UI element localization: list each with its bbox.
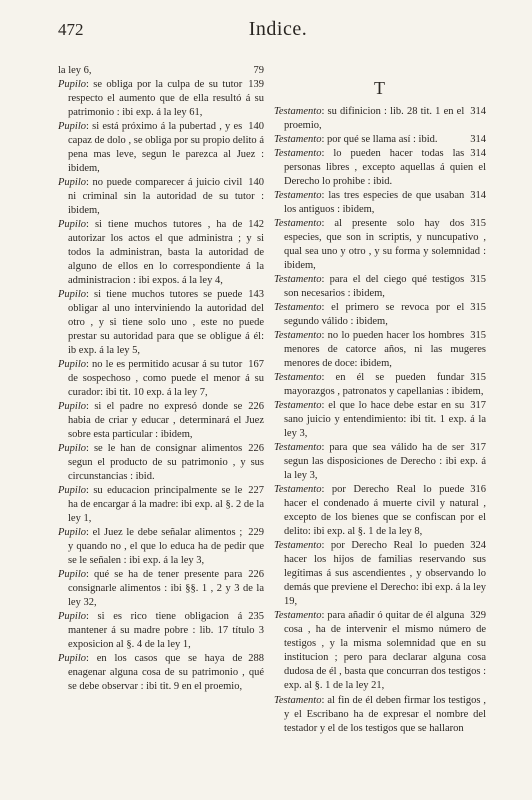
entry-page-number: 315 xyxy=(470,372,486,383)
entry-text: : para que sea válido ha de ser segun las disposiciones de Derecho : ibi exp. á la ley 3, xyxy=(284,442,486,482)
index-entry xyxy=(274,609,486,694)
entry-headword: Testamento xyxy=(274,610,322,621)
index-entry xyxy=(58,78,264,120)
entry-headword: Pupilo xyxy=(58,121,86,132)
entry-headword: Testamento xyxy=(274,695,322,706)
entry-headword: Pupilo xyxy=(58,611,86,622)
entry-headword: Testamento xyxy=(274,372,322,383)
entry-headword: Pupilo xyxy=(58,485,86,496)
index-entry xyxy=(274,371,486,399)
entry-page-number: 314 xyxy=(470,106,486,117)
entry-headword: Pupilo xyxy=(58,219,86,230)
entry-text: : su difinicion : lib. 28 tit. 1 en el proemio, xyxy=(284,106,465,132)
entry-text: : por Derecho Real lo pueden hacer los hijos de familias reservando sus legítimas á sus ascendientes , y observando lo demás que previene el Derecho: ibi exp. á la ley 19, xyxy=(284,540,486,608)
index-entry xyxy=(58,64,264,78)
entry-page-number: 315 xyxy=(470,302,486,313)
index-entry xyxy=(274,483,486,539)
entry-text: : por Derecho Real lo puede hacer el condenado á muerte civil y natural , excepto de los bienes que se confiscan por el delito: ibi exp. al §. 1 de la ley 8, xyxy=(284,484,486,538)
index-entry xyxy=(58,176,264,218)
entry-text: : en los casos que se haya de enagenar alguna cosa de su patrimonio , qué se debe observar : ibi tit. 9 en el proemio, xyxy=(68,653,264,693)
entry-headword: Pupilo xyxy=(58,443,86,454)
entry-text: : al presente solo hay dos especies, que son in scriptis, y nuncupativo , qual sea uno y otro , y su forma y solemnidad : ibidem, xyxy=(284,218,486,272)
index-entry xyxy=(274,399,486,441)
entry-page-number: 140 xyxy=(248,121,264,132)
entry-headword: Pupilo xyxy=(58,79,86,90)
entry-text: : no puede comparecer á juicio civil ni criminal sin la autoridad de su tutor : ibidem, xyxy=(68,177,264,217)
entry-page-number: 140 xyxy=(248,177,264,188)
index-entry xyxy=(58,120,264,176)
entry-page-number: 315 xyxy=(470,218,486,229)
entry-text: : se obliga por la culpa de su tutor respecto el aumento que de ella resultó á su patrimonio : ibi exp. á la ley 61, xyxy=(68,79,264,119)
index-entry xyxy=(274,273,486,301)
entry-text: : qué se ha de tener presente para consignarle alimentos : ibi §§. 1 , 2 y 3 de la ley 32, xyxy=(68,569,264,609)
entry-headword: Testamento xyxy=(274,218,322,229)
page-header xyxy=(58,18,498,44)
entry-headword: Pupilo xyxy=(58,289,86,300)
index-entry xyxy=(58,484,264,526)
entry-headword: Pupilo xyxy=(58,653,86,664)
entry-text: : por qué se llama así : ibid. xyxy=(321,134,438,145)
page-number: 472 xyxy=(58,20,84,39)
entry-text: : no lo pueden hacer los hombres menores de catorce años, ni las mugeres menores de doce: ibidem, xyxy=(284,330,486,370)
entry-headword: Testamento xyxy=(274,442,322,453)
entry-page-number: 142 xyxy=(248,219,264,230)
section-letter: T xyxy=(374,78,386,98)
entry-text: : si es rico tiene obligacion á mantener á su madre pobre : lib. 17 título 3 exposicion al §. 4 de la ley 1, xyxy=(68,611,264,651)
entry-page-number: 226 xyxy=(248,443,264,454)
entry-page-number: 314 xyxy=(470,134,486,145)
entry-headword: Testamento xyxy=(274,106,322,117)
index-entry xyxy=(274,133,486,147)
entry-page-number: 314 xyxy=(470,148,486,159)
index-entry xyxy=(58,442,264,484)
entry-text: : el primero se revoca por el segundo válido : ibidem, xyxy=(284,302,465,328)
entry-text: : en él se pueden fundar mayorazgos , patronatos y capellanias : ibidem, xyxy=(284,372,484,398)
index-entry xyxy=(58,218,264,288)
entry-page-number: 317 xyxy=(470,442,486,453)
entry-headword: Pupilo xyxy=(58,177,86,188)
entry-page-number: 227 xyxy=(248,485,264,496)
entry-page-number: 317 xyxy=(470,400,486,411)
entry-page-number: 329 xyxy=(470,610,486,621)
entry-page-number: 235 xyxy=(248,611,264,622)
entry-text: : para añadir ó quitar de él alguna cosa , ha de intervenir el mismo número de testigos , y la misma solemnidad que en su institucion ; pero para declarar alguna cosa dudosa de él , basta que concurran dos testigos : exp. al §. 1 de la ley 21, xyxy=(284,610,486,692)
index-entry xyxy=(274,329,486,371)
entry-text: : no le es permitido acusar á su tutor de sospechoso , como puede el menor á su curador: ibi tit. 10 exp. á la ley 7, xyxy=(68,359,264,399)
entry-page-number: 315 xyxy=(470,330,486,341)
entry-page-number: 226 xyxy=(248,569,264,580)
entry-page-number: 288 xyxy=(248,653,264,664)
entry-page-number: 316 xyxy=(470,484,486,495)
index-entry xyxy=(274,539,486,609)
entry-page-number: 143 xyxy=(248,289,264,300)
entry-headword: Testamento xyxy=(274,330,322,341)
entry-headword: Testamento xyxy=(274,148,322,159)
entry-headword: Testamento xyxy=(274,134,322,145)
entry-text: : al fin de él deben firmar los testigos , y el Escribano ha de expresar el nombre del testador y el de los testigos que se hallaron xyxy=(284,695,486,735)
entry-headword: Pupilo xyxy=(58,359,86,370)
entry-headword: Testamento xyxy=(274,540,322,551)
entry-headword: Testamento xyxy=(274,274,322,285)
entry-text: : las tres especies de que usaban los antiguos : ibidem, xyxy=(284,190,465,216)
entry-headword: Testamento xyxy=(274,302,322,313)
entry-page-number: 226 xyxy=(248,401,264,412)
entry-page-number: 315 xyxy=(470,274,486,285)
entry-headword: Pupilo xyxy=(58,569,86,580)
index-entry xyxy=(58,526,264,568)
entry-text: : si está próximo á la pubertad , y es capaz de dolo , se obliga por su propio delito á pena mas leve, segun le parezca al Juez : ibidem, xyxy=(68,121,264,175)
entry-text: : para el del ciego qué testigos son necesarios : ibidem, xyxy=(284,274,465,300)
entry-page-number: 314 xyxy=(470,190,486,201)
index-entry xyxy=(274,217,486,273)
entry-text: la ley 6, xyxy=(58,65,92,76)
index-entry xyxy=(274,147,486,189)
index-entry xyxy=(58,568,264,610)
entry-headword: Pupilo xyxy=(58,527,86,538)
entry-headword: Testamento xyxy=(274,190,322,201)
index-entry xyxy=(58,358,264,400)
index-entry xyxy=(58,652,264,694)
entry-text: : se le han de consignar alimentos segun el producto de su patrimonio , y sus circunstancias : ibid. xyxy=(68,443,264,483)
entry-page-number: 229 xyxy=(248,527,264,538)
index-entry xyxy=(274,105,486,133)
entry-headword: Testamento xyxy=(274,400,322,411)
index-entry xyxy=(58,288,264,358)
entry-text: : si el padre no expresó donde se habia de criar y educar , determinará el Juez sobre esta particular : ibidem, xyxy=(68,401,264,441)
index-entry xyxy=(58,400,264,442)
entry-text: : lo pueden hacer todas las personas libres , excepto aquellas á quien el Derecho lo prohibe : ibid. xyxy=(284,148,486,188)
entry-text: : el Juez le debe señalar alimentos ; y quando no , el que lo educa ha de pedir que se le señalen : ibi exp. á la ley 3, xyxy=(68,527,264,567)
entry-text: : su educacion principalmente se le ha de encargar á la madre: ibi exp. al §. 2 de la ley 1, xyxy=(68,485,264,525)
entry-page-number: 139 xyxy=(248,79,264,90)
index-entry xyxy=(274,301,486,329)
entry-page-number: 324 xyxy=(470,540,486,551)
entry-page-number: 79 xyxy=(253,65,264,76)
index-entry xyxy=(274,694,486,736)
entry-text: : si tiene muchos tutores , ha de autorizar los actos el que administra ; y si todos la administran, basta la autoridad de alguno de ellos en lo correspondiente á la administracion : ibi expos. á la ley 4, xyxy=(68,219,264,287)
entry-headword: Testamento xyxy=(274,484,322,495)
entry-text: : si tiene muchos tutores se puede obligar al uno interviniendo la autoridad del otro , y si tiene solo uno , este no puede prestar su autoridad para que se obligue á él: ib exp. á la ley 5, xyxy=(68,289,264,357)
index-entry xyxy=(274,441,486,483)
entry-page-number: 167 xyxy=(248,359,264,370)
index-entry xyxy=(274,189,486,217)
running-title: Indice. xyxy=(248,18,308,40)
entry-headword: Pupilo xyxy=(58,401,86,412)
index-entry xyxy=(58,610,264,652)
entry-text: : el que lo hace debe estar en su sano juicio y entendimiento: ibi tit. 1 exp. á la ley 3, xyxy=(284,400,486,440)
